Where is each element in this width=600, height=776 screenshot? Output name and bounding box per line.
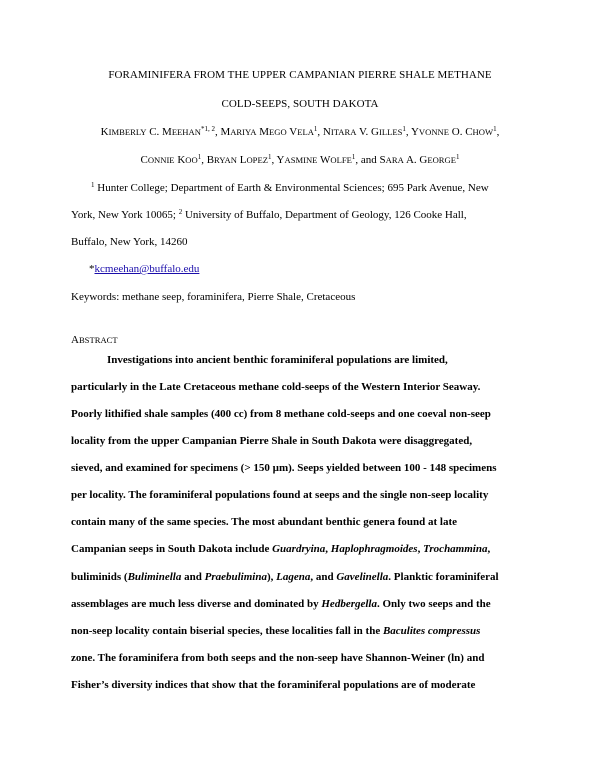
abstract-text: , — [325, 543, 331, 555]
abstract-text: , — [487, 543, 491, 555]
author-name — [380, 154, 460, 166]
abstract-line — [107, 353, 448, 367]
author-first-rest: ONNIE — [147, 155, 175, 165]
author-last-rest: OO — [185, 155, 198, 165]
author-first-rest: IMBERLY — [108, 127, 147, 137]
author-affiliation-marker: *1, 2 — [200, 125, 215, 133]
taxon-name: Baculites compressus — [382, 625, 481, 637]
abstract-line — [71, 542, 490, 556]
author-last-rest: OLFE — [330, 155, 352, 165]
author-last2-rest: ELA — [297, 127, 314, 137]
affiliation-text-2b: University of Buffalo, Department of Geology, 126 Cooke Hall, — [182, 209, 467, 221]
abstract-line — [71, 380, 480, 394]
abstract-text: sieved, and examined for specimens (> 150 µm). Seeps yielded between 100 - 148 specimens — [71, 462, 497, 474]
corresponding-email — [89, 262, 199, 276]
author-first-rest: ASMINE — [284, 155, 318, 165]
abstract-text: buliminids ( — [71, 571, 128, 583]
abstract-text: Campanian seeps in South Dakota include — [71, 543, 273, 555]
title-line-2: COLD-SEEPS, SOUTH DAKOTA — [221, 98, 379, 110]
taxon-name: Trochammina — [423, 543, 488, 555]
taxon-name: Hedbergella — [321, 598, 377, 610]
author-separator: , — [201, 154, 207, 166]
author-last-rest: EEHAN — [171, 127, 201, 137]
abstract-line — [71, 461, 497, 475]
abstract-text: Poorly lithified shale samples (400 cc) from 8 methane cold-seeps and one coeval non-seep — [71, 408, 491, 420]
author-last-rest: ILLES — [378, 127, 403, 137]
author-middle: V. — [356, 126, 372, 138]
affiliation-marker-2: 2 — [178, 208, 183, 216]
author-last-rest: OPEZ — [246, 155, 268, 165]
author-separator: , and — [355, 154, 380, 166]
abstract-line — [71, 597, 491, 611]
author-affiliation-marker: 1 — [493, 125, 497, 133]
abstract-text: contain many of the same species. The most abundant benthic genera found at late — [71, 516, 458, 528]
abstract-text: non-seep locality contain biserial species, these localities fall in the — [71, 625, 383, 637]
author-first-initial: M — [220, 126, 231, 138]
corresponding-star: * — [89, 263, 95, 275]
affiliation-line-1 — [91, 181, 489, 195]
author-first-initial: C — [140, 154, 148, 166]
author-first-rest: ARA — [385, 155, 404, 165]
abstract-line — [71, 624, 480, 638]
abstract-line — [71, 651, 484, 665]
author-affiliation-marker: 1 — [313, 125, 318, 133]
authors-line-1 — [0, 125, 600, 139]
abstract-line — [71, 434, 472, 448]
abstract-line — [71, 515, 457, 529]
author-last-initial: G — [419, 154, 428, 166]
abstract-line — [71, 678, 475, 692]
abstract-line — [71, 488, 488, 502]
title-line-1: FORAMINIFERA FROM THE UPPER CAMPANIAN PIERRE SHALE METHANE — [108, 69, 492, 81]
taxon-name: Gavelinella — [336, 571, 389, 583]
author-first-initial: Y — [276, 154, 285, 166]
keywords: Keywords: methane seep, foraminifera, Pierre Shale, Cretaceous — [71, 291, 356, 303]
author-first-initial: B — [206, 154, 215, 166]
abstract-line — [71, 570, 499, 584]
author-affiliation-marker: 1 — [402, 125, 406, 133]
abstract-text: per locality. The foraminiferal populations found at seeps and the single non-seep locality — [71, 489, 489, 501]
author-last-initial: W — [320, 154, 331, 166]
author-first-rest: ARIYA — [230, 127, 257, 137]
taxon-name: Guardryina — [272, 543, 326, 555]
affiliation-text-2a: York, New York 10065; — [71, 209, 179, 221]
abstract-text: ), — [266, 571, 277, 583]
abstract-text: locality from the upper Campanian Pierre Shale in South Dakota were disaggregated, — [71, 435, 473, 447]
author-first-initial: N — [322, 126, 331, 138]
author-last-rest: HOW — [472, 127, 494, 137]
author-first-initial: K — [100, 126, 109, 138]
abstract-text: . Planktic foraminiferal — [388, 571, 499, 583]
abstract-heading-rest: BSTRACT — [78, 335, 118, 345]
abstract-text: zone. The foraminifera from both seeps and the non-seep have Shannon-Weiner (ln) and — [71, 652, 485, 664]
author-name — [411, 126, 497, 138]
abstract-text: and — [181, 571, 205, 583]
taxon-name: Buliminella — [127, 571, 182, 583]
abstract-text: Investigations into ancient benthic foraminiferal populations are limited, — [107, 354, 448, 366]
abstract-heading — [71, 333, 118, 347]
author-separator: , — [271, 154, 277, 166]
abstract-text: particularly in the Late Cretaceous methane cold-seeps of the Western Interior Seaway. — [71, 381, 481, 393]
author-middle: A. — [403, 154, 420, 166]
author-name — [207, 154, 272, 166]
author-last-initial: C — [465, 126, 473, 138]
affiliation-line-2 — [71, 208, 467, 222]
author-name — [323, 126, 406, 138]
abstract-text: , — [417, 543, 424, 555]
author-name — [277, 154, 356, 166]
author-first-initial: S — [379, 154, 386, 166]
author-last-initial: M — [259, 126, 270, 138]
author-name — [220, 126, 317, 138]
taxon-name: Lagena — [276, 571, 311, 583]
affiliation-marker-1: 1 — [91, 181, 95, 189]
author-first-rest: ITARA — [330, 127, 357, 137]
author-middle: C. — [146, 126, 163, 138]
author-last-rest: EORGE — [427, 155, 456, 165]
author-name — [101, 126, 215, 138]
abstract-text: , and — [310, 571, 337, 583]
abstract-text: . Only two seeps and the — [376, 598, 491, 610]
author-first-rest: VONNE — [418, 127, 449, 137]
abstract-line — [71, 407, 491, 421]
author-separator: , — [496, 126, 500, 138]
author-last-rest: EGO — [269, 127, 287, 137]
author-middle: O. — [449, 126, 466, 138]
author-last-initial: K — [177, 154, 186, 166]
author-first-initial: Y — [410, 126, 419, 138]
affiliation-line-3: Buffalo, New York, 14260 — [71, 236, 188, 248]
author-separator: , — [317, 126, 323, 138]
abstract-text: Fisher’s diversity indices that show that the foraminiferal populations are of moderate — [71, 679, 476, 691]
author-last-initial: M — [162, 126, 172, 138]
author-separator: , — [405, 126, 411, 138]
author-last2-initial: V — [289, 126, 298, 138]
email-link[interactable]: kcmeehan@buffalo.edu — [94, 263, 200, 275]
author-affiliation-marker: 1 — [456, 153, 460, 161]
affiliation-text-1: Hunter College; Department of Earth & Environmental Sciences; 695 Park Avenue, New — [94, 182, 489, 194]
author-last-initial: L — [239, 154, 247, 166]
authors-line-2 — [0, 153, 600, 167]
abstract-heading-initial: A — [71, 334, 79, 346]
author-name — [140, 154, 201, 166]
abstract-text: assemblages are much less diverse and dominated by — [71, 598, 322, 610]
author-last-initial: G — [371, 126, 379, 138]
author-first-rest: RYAN — [214, 155, 237, 165]
taxon-name: Praebulimina — [204, 571, 267, 583]
author-affiliation-marker: 1 — [197, 153, 202, 161]
author-affiliation-marker: 1 — [351, 153, 356, 161]
author-affiliation-marker: 1 — [267, 153, 272, 161]
taxon-name: Haplophragmoides — [330, 543, 418, 555]
author-separator: , — [214, 126, 221, 138]
